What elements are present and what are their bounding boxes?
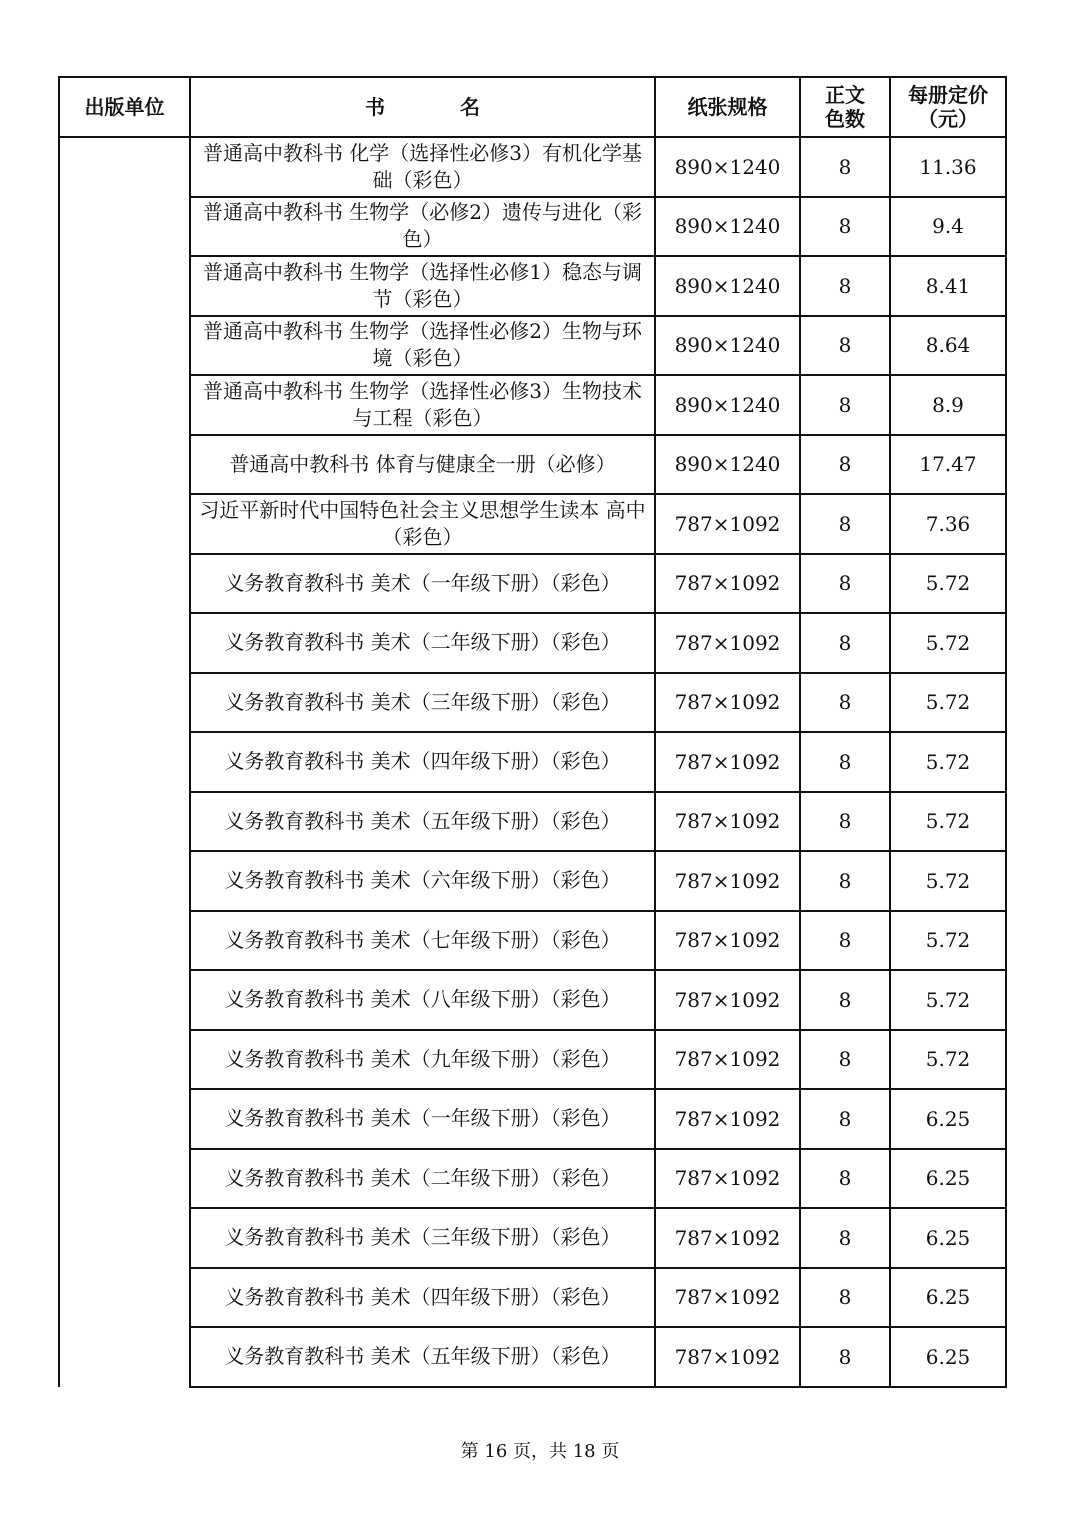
color-count-cell: 8 (800, 970, 890, 1030)
book-name-cell: 普通高中教科书 体育与健康全一册（必修） (190, 435, 655, 495)
table-row (59, 494, 1006, 554)
header-color-line1: 正文 (825, 83, 865, 107)
unit-price-cell: 5.72 (890, 792, 1006, 852)
book-name-cell: 普通高中教科书 生物学（选择性必修3）生物技术与工程（彩色） (190, 375, 655, 435)
unit-price-cell: 17.47 (890, 435, 1006, 495)
table-row (59, 375, 1006, 435)
paper-size-cell: 787×1092 (655, 1327, 800, 1387)
table-header-row (59, 77, 1006, 137)
header-publisher: 出版单位 (59, 77, 190, 137)
book-name-cell: 义务教育教科书 美术（四年级下册）（彩色） (190, 732, 655, 792)
unit-price-cell: 6.25 (890, 1208, 1006, 1268)
book-name-cell: 义务教育教科书 美术（九年级下册）（彩色） (190, 1030, 655, 1090)
table-row (59, 554, 1006, 614)
unit-price-cell: 9.4 (890, 197, 1006, 257)
color-count-cell: 8 (800, 1089, 890, 1149)
book-name-cell: 普通高中教科书 化学（选择性必修3）有机化学基础（彩色） (190, 137, 655, 197)
header-price-line2: （元） (918, 107, 978, 131)
table-row (59, 197, 1006, 257)
price-table (58, 76, 1007, 1388)
header-book-name (190, 77, 655, 137)
color-count-cell: 8 (800, 673, 890, 733)
paper-size-cell: 890×1240 (655, 256, 800, 316)
paper-size-cell: 787×1092 (655, 1149, 800, 1209)
paper-size-cell: 787×1092 (655, 494, 800, 554)
paper-size-cell: 787×1092 (655, 1208, 800, 1268)
table-row (59, 1030, 1006, 1090)
color-count-cell: 8 (800, 256, 890, 316)
color-count-cell: 8 (800, 792, 890, 852)
paper-size-cell: 890×1240 (655, 197, 800, 257)
paper-size-cell: 890×1240 (655, 435, 800, 495)
header-price-line1: 每册定价 (908, 83, 988, 107)
color-count-cell: 8 (800, 1030, 890, 1090)
table-row (59, 613, 1006, 673)
book-name-cell: 普通高中教科书 生物学（选择性必修2）生物与环境（彩色） (190, 316, 655, 376)
unit-price-cell: 5.72 (890, 911, 1006, 971)
book-name-cell: 义务教育教科书 美术（五年级下册）（彩色） (190, 792, 655, 852)
table-row (59, 732, 1006, 792)
unit-price-cell: 5.72 (890, 1030, 1006, 1090)
table-row (59, 1327, 1006, 1387)
paper-size-cell: 787×1092 (655, 673, 800, 733)
table-row (59, 673, 1006, 733)
header-color-count (800, 77, 890, 137)
paper-size-cell: 890×1240 (655, 137, 800, 197)
color-count-cell: 8 (800, 375, 890, 435)
color-count-cell: 8 (800, 1327, 890, 1387)
paper-size-cell: 890×1240 (655, 375, 800, 435)
book-name-cell: 义务教育教科书 美术（八年级下册）（彩色） (190, 970, 655, 1030)
paper-size-cell: 787×1092 (655, 792, 800, 852)
paper-size-cell: 787×1092 (655, 1089, 800, 1149)
color-count-cell: 8 (800, 1208, 890, 1268)
table-row (59, 970, 1006, 1030)
paper-size-cell: 787×1092 (655, 1268, 800, 1328)
table-row (59, 256, 1006, 316)
unit-price-cell: 6.25 (890, 1268, 1006, 1328)
table-body (59, 137, 1006, 1387)
book-name-cell: 义务教育教科书 美术（七年级下册）（彩色） (190, 911, 655, 971)
paper-size-cell: 787×1092 (655, 970, 800, 1030)
book-name-cell: 义务教育教科书 美术（二年级下册）（彩色） (190, 613, 655, 673)
unit-price-cell: 6.25 (890, 1149, 1006, 1209)
book-name-cell: 义务教育教科书 美术（五年级下册）（彩色） (190, 1327, 655, 1387)
color-count-cell: 8 (800, 197, 890, 257)
color-count-cell: 8 (800, 137, 890, 197)
table-row (59, 435, 1006, 495)
unit-price-cell: 5.72 (890, 554, 1006, 614)
color-count-cell: 8 (800, 732, 890, 792)
paper-size-cell: 890×1240 (655, 316, 800, 376)
unit-price-cell: 6.25 (890, 1327, 1006, 1387)
book-name-cell: 习近平新时代中国特色社会主义思想学生读本 高中（彩色） (190, 494, 655, 554)
color-count-cell: 8 (800, 1149, 890, 1209)
unit-price-cell: 8.41 (890, 256, 1006, 316)
header-color-line2: 色数 (825, 107, 865, 131)
unit-price-cell: 8.64 (890, 316, 1006, 376)
color-count-cell: 8 (800, 1268, 890, 1328)
color-count-cell: 8 (800, 911, 890, 971)
book-name-cell: 义务教育教科书 美术（一年级下册）（彩色） (190, 554, 655, 614)
color-count-cell: 8 (800, 613, 890, 673)
paper-size-cell: 787×1092 (655, 851, 800, 911)
table-row (59, 911, 1006, 971)
paper-size-cell: 787×1092 (655, 911, 800, 971)
unit-price-cell: 5.72 (890, 673, 1006, 733)
book-name-cell: 义务教育教科书 美术（一年级下册）（彩色） (190, 1089, 655, 1149)
paper-size-cell: 787×1092 (655, 732, 800, 792)
table-row (59, 316, 1006, 376)
color-count-cell: 8 (800, 554, 890, 614)
header-book-name-label: 书 名 (365, 95, 514, 119)
book-name-cell: 普通高中教科书 生物学（选择性必修1）稳态与调节（彩色） (190, 256, 655, 316)
color-count-cell: 8 (800, 494, 890, 554)
unit-price-cell: 5.72 (890, 613, 1006, 673)
publisher-cell (59, 137, 190, 1387)
paper-size-cell: 787×1092 (655, 613, 800, 673)
unit-price-cell: 11.36 (890, 137, 1006, 197)
unit-price-cell: 6.25 (890, 1089, 1006, 1149)
table-row (59, 137, 1006, 197)
unit-price-cell: 7.36 (890, 494, 1006, 554)
header-paper-size: 纸张规格 (655, 77, 800, 137)
table-row (59, 792, 1006, 852)
unit-price-cell: 5.72 (890, 851, 1006, 911)
book-name-cell: 义务教育教科书 美术（六年级下册）（彩色） (190, 851, 655, 911)
book-name-cell: 普通高中教科书 生物学（必修2）遗传与进化（彩色） (190, 197, 655, 257)
color-count-cell: 8 (800, 851, 890, 911)
table-row (59, 1268, 1006, 1328)
unit-price-cell: 8.9 (890, 375, 1006, 435)
table-row (59, 1089, 1006, 1149)
header-unit-price (890, 77, 1006, 137)
unit-price-cell: 5.72 (890, 732, 1006, 792)
book-name-cell: 义务教育教科书 美术（三年级下册）（彩色） (190, 1208, 655, 1268)
color-count-cell: 8 (800, 316, 890, 376)
table-row (59, 1149, 1006, 1209)
unit-price-cell: 5.72 (890, 970, 1006, 1030)
book-name-cell: 义务教育教科书 美术（四年级下册）（彩色） (190, 1268, 655, 1328)
color-count-cell: 8 (800, 435, 890, 495)
paper-size-cell: 787×1092 (655, 1030, 800, 1090)
book-name-cell: 义务教育教科书 美术（二年级下册）（彩色） (190, 1149, 655, 1209)
paper-size-cell: 787×1092 (655, 554, 800, 614)
book-name-cell: 义务教育教科书 美术（三年级下册）（彩色） (190, 673, 655, 733)
table-row (59, 1208, 1006, 1268)
table-row (59, 851, 1006, 911)
page-number-footer: 第 16 页，共 18 页 (460, 1441, 620, 1462)
